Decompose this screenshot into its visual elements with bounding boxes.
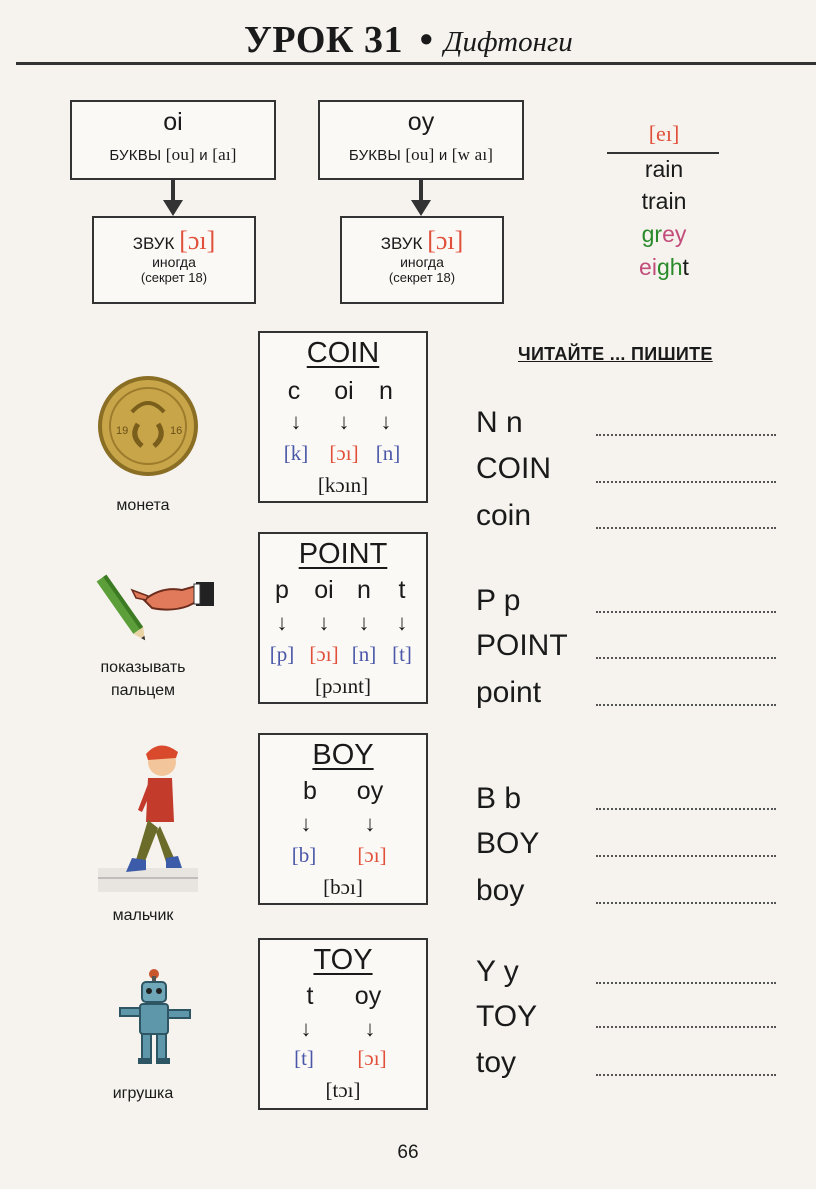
writing-line[interactable] (596, 1074, 776, 1076)
lesson-title: УРОК 31 (244, 19, 403, 61)
sound-box-oy (340, 216, 504, 304)
word-letter: oi (334, 377, 354, 405)
picture-caption: монета (116, 497, 170, 514)
writing-line[interactable] (596, 808, 776, 810)
coin-image (92, 372, 204, 482)
writing-line[interactable] (596, 657, 776, 659)
sound-line: ЗВУК [ɔı] (380, 226, 464, 255)
word-letter: t (398, 576, 406, 604)
arrow-down-icon: ↓ (396, 610, 408, 635)
word-letter: c (287, 377, 301, 405)
sound-ipa: [n] (351, 642, 377, 666)
secret-label: (секрет 18) (388, 270, 456, 285)
word-title: TOY (313, 944, 373, 976)
arrow-down-icon: ↓ (358, 610, 370, 635)
ei-example-word: rain (644, 156, 684, 182)
picture-caption: показывать пальцем (100, 659, 186, 699)
rule-letters: oy (407, 108, 435, 136)
practice-word: B b (476, 782, 522, 815)
word-letter: oi (314, 576, 334, 604)
picture-caption: мальчик (112, 907, 174, 924)
practice-word: toy (476, 1046, 517, 1079)
practice-word: BOY (476, 827, 540, 860)
arrow-down-icon: ↓ (300, 1016, 312, 1041)
sound-ipa: [ɔı] (357, 1046, 387, 1070)
sometimes-label: иногда (152, 254, 196, 270)
title-bullet: • (420, 18, 433, 59)
header-rule (16, 62, 816, 65)
sound-ipa: [ɔı] (329, 441, 359, 465)
rule-letters-description: БУКВЫ [ou] и [w aı] (348, 145, 494, 164)
writing-line[interactable] (596, 481, 776, 483)
sound-ipa: [ɔı] (309, 642, 339, 666)
arrow-down-icon: ↓ (364, 811, 376, 836)
word-box-point (258, 532, 428, 704)
word-letter: n (357, 576, 371, 604)
practice-word: N n (476, 406, 523, 439)
writing-line[interactable] (596, 1026, 776, 1028)
word-letter: n (379, 377, 393, 405)
ei-example-word: train (641, 188, 687, 214)
arrow-down-icon: ↓ (380, 409, 392, 434)
word-letter: oy (356, 777, 384, 805)
pencil-and-pointing-hand-image (92, 560, 222, 642)
sound-ipa: [t] (294, 1046, 314, 1070)
ei-example-word: eight (639, 254, 689, 280)
word-transcription: [tɔı] (325, 1078, 361, 1102)
sound-ipa: [ɔı] (357, 843, 387, 867)
sound-ipa: [k] (283, 441, 309, 465)
svg-text:16: 16 (170, 425, 183, 437)
sound-box-oi (92, 216, 256, 304)
practice-word: COIN (476, 452, 551, 485)
rule-box-oy (318, 100, 524, 180)
practice-word: POINT (476, 629, 568, 662)
word-title: COIN (306, 337, 380, 369)
word-box-toy (258, 938, 428, 1110)
word-letter: oy (354, 982, 382, 1010)
word-transcription: [bɔı] (323, 875, 363, 899)
sound-ipa: [t] (392, 642, 412, 666)
word-transcription: [pɔınt] (315, 674, 371, 698)
practice-word: P p (476, 584, 521, 617)
sound-ipa: [n] (375, 441, 401, 465)
read-write-heading: ЧИТАЙТЕ ... ПИШИТЕ (518, 344, 713, 364)
picture-caption: игрушка (112, 1085, 174, 1102)
writing-line[interactable] (596, 611, 776, 613)
arrow-down-icon: ↓ (290, 409, 302, 434)
svg-text:19: 19 (116, 425, 129, 437)
sound-ipa: [b] (291, 843, 317, 867)
writing-line[interactable] (596, 434, 776, 436)
practice-word: Y y (476, 955, 519, 988)
practice-word: boy (476, 874, 525, 907)
toy-robot-image (112, 966, 196, 1068)
arrow-down-icon: ↓ (364, 1016, 376, 1041)
page-number: 66 (397, 1142, 419, 1163)
word-title: BOY (312, 739, 374, 771)
word-box-boy (258, 733, 428, 905)
sometimes-label: иногда (400, 254, 444, 270)
practice-word: point (476, 676, 542, 709)
arrow-down-icon: ↓ (338, 409, 350, 434)
word-letter: b (303, 777, 317, 805)
sound-ipa: [p] (269, 642, 295, 666)
arrow-down-icon: ↓ (318, 610, 330, 635)
word-transcription: [kɔın] (317, 473, 369, 497)
writing-line[interactable] (596, 855, 776, 857)
writing-line[interactable] (596, 527, 776, 529)
secret-label: (секрет 18) (140, 270, 208, 285)
ei-sound-ipa: [eı] (648, 121, 680, 146)
practice-word: coin (476, 499, 532, 532)
sound-line: ЗВУК [ɔı] (132, 226, 216, 255)
arrow-down-icon: ↓ (300, 811, 312, 836)
rule-letters: oi (163, 108, 183, 136)
writing-line[interactable] (596, 704, 776, 706)
lesson-subtitle: Дифтонги (444, 26, 573, 58)
rule-letters-description: БУКВЫ [ou] и [aı] (109, 145, 237, 164)
word-letter: p (275, 576, 289, 604)
ei-divider (607, 152, 719, 154)
ei-example-word: grey (641, 221, 687, 247)
word-title: POINT (298, 538, 388, 570)
practice-word: TOY (476, 1000, 538, 1033)
walking-boy-image (98, 738, 198, 892)
arrow-down-icon: ↓ (276, 610, 288, 635)
writing-line[interactable] (596, 902, 776, 904)
rule-box-oi (70, 100, 276, 180)
word-letter: t (306, 982, 314, 1010)
writing-line[interactable] (596, 982, 776, 984)
word-box-coin (258, 331, 428, 503)
